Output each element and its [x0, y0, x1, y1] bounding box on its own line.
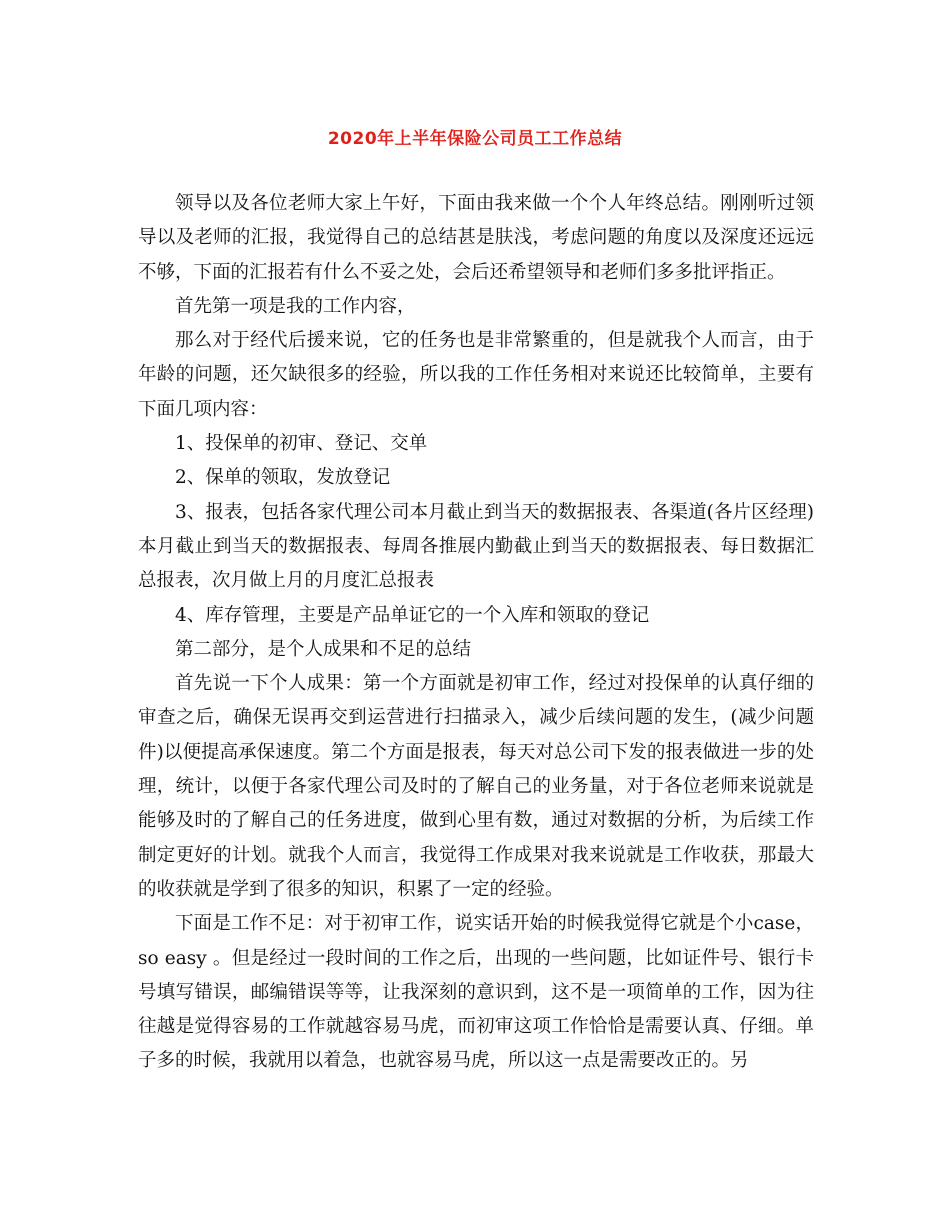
document-body	[138, 187, 814, 1079]
paragraph-shortcomings: 下面是工作不足：对于初审工作，说实话开始的时候我觉得它就是个小case， so easy 。但是经过一段时间的工作之后，出现的一些问题，比如证件号、银行卡号填写错误，邮编错误等等，让我深刻的意识到，这不是一项简单的工作，因为往往越是觉得容易的工作就越容易马虎，而初审这项工作恰恰是需要认真、仔细。单子多的时候，我就用以着急，也就容易马虎，所以这一点是需要改正的。另	[138, 913, 814, 1072]
paragraph-intro: 领导以及各位老师大家上午好，下面由我来做一个个人年终总结。刚刚听过领导以及老师的汇报，我觉得自己的总结甚是肤浅，考虑问题的角度以及深度还远远不够，下面的汇报若有什么不妥之处，会后还希望领导和老师们多多批评指正。	[138, 193, 814, 283]
list-item-4: 4、库存管理，主要是产品单证它的一个入库和领取的登记	[175, 604, 650, 626]
paragraph-part-two-heading: 第二部分，是个人成果和不足的总结	[175, 638, 472, 660]
paragraph-work-content: 那么对于经代后援来说，它的任务也是非常繁重的，但是就我个人而言，由于年龄的问题，还欠缺很多的经验，所以我的工作任务相对来说还比较简单，主要有下面几项内容：	[138, 330, 814, 420]
list-item-1: 1、投保单的初审、登记、交单	[175, 433, 428, 455]
list-item-3: 3、报表，包括各家代理公司本月截止到当天的数据报表、各渠道(各片区经理)本月截止到当天的数据报表、每周各推展内勤截止到当天的数据报表、每日数据汇总报表，次月做上月的月度汇总报表	[138, 501, 814, 592]
list-item-2: 2、保单的领取，发放登记	[175, 467, 391, 489]
paragraph-work-content-heading: 首先第一项是我的工作内容，	[175, 295, 416, 317]
page-title: 2020年上半年保险公司员工工作总结	[327, 129, 623, 149]
paragraph-achievements: 首先说一下个人成果：第一个方面就是初审工作，经过对投保单的认真仔细的审查之后，确保无误再交到运营进行扫描录入，减少后续问题的发生，(减少问题件)以便提高承保速度。第二个方面是报表，每天对总公司下发的报表做进一步的处理，统计，以便于各家代理公司及时的了解自己的业务量，对于各位老师来说就是能够及时的了解自己的任务进度，做到心里有数，通过对数据的分析，为后续工作制定更好的计划。就我个人而言，我觉得工作成果对我来说就是工作收获，那最大的收获就是学到了很多的知识，积累了一定的经验。	[138, 673, 814, 900]
